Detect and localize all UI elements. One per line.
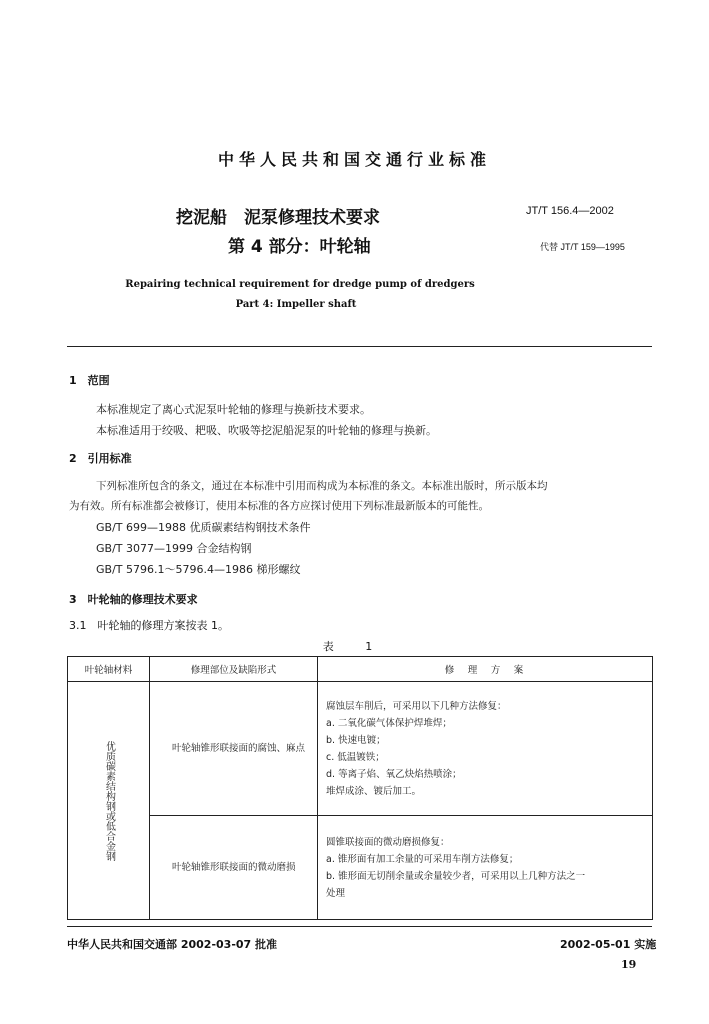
header-material: 叶轮轴材料: [68, 657, 150, 682]
plan-line: 堆焊成涂、镀后加工。: [326, 785, 422, 797]
material-text: 优质碳素结构钢或低合金钢: [103, 740, 115, 861]
repair-plan-table: [67, 656, 653, 920]
english-title-line2: Part 4: Impeller shaft: [235, 299, 357, 310]
reference-2: GB/T 3077—1999 合金结构钢: [96, 542, 252, 555]
document-title-line2: 第 4 部分：叶轮轴: [228, 237, 371, 257]
plan-line: a. 二氧化碳气体保护焊堆焊；: [326, 717, 452, 729]
header-defect: 修理部位及缺陷形式: [150, 657, 318, 682]
section-3-1-text: 3.1 叶轮轴的修理方案按表 1。: [69, 619, 229, 632]
agency-title: 中华人民共和国交通行业标准: [217, 150, 491, 169]
reference-3: GB/T 5796.1～5796.4—1986 梯形螺纹: [96, 563, 301, 576]
section-2-heading: 2 引用标准: [69, 452, 132, 465]
defect-cell: [150, 682, 318, 816]
plan-line: 圆锥联接面的微动磨损修复：: [326, 836, 450, 848]
plan-line: 腐蚀层车削后，可采用以下几种方法修复：: [326, 700, 507, 712]
plan-cell: [318, 682, 653, 816]
defect-text: 叶轮轴锥形联接面的腐蚀、麻点: [172, 743, 306, 754]
plan-line: b. 锥形面无切削余量或余量较少者，可采用以上几种方法之一: [326, 870, 586, 882]
reference-1: GB/T 699—1988 优质碳素结构钢技术条件: [96, 521, 311, 534]
defect-text: 叶轮轴锥形联接面的微动磨损: [172, 862, 296, 873]
plan-line: 处理: [326, 887, 346, 899]
table-row: [68, 682, 653, 816]
header-divider: [67, 346, 652, 347]
section-2-paragraph-line2: 为有效。所有标准都会被修订，使用本标准的各方应探讨使用下列标准最新版本的可能性。: [69, 500, 489, 512]
replaces-standard: 代替 JT/T 159—1995: [540, 242, 625, 252]
english-title-line1: Repairing technical requirement for dredge pump of dredgers: [125, 279, 475, 290]
implementation-line: 2002-05-01 实施: [560, 938, 657, 951]
plan-line: c. 低温镀铁；: [326, 751, 385, 763]
section-2-paragraph-line1: 下列标准所包含的条文，通过在本标准中引用而构成为本标准的条文。本标准出版时，所示版本均: [96, 480, 548, 492]
section-1-heading: 1 范围: [69, 374, 110, 387]
table-caption: 表 1: [322, 640, 387, 653]
section-1-paragraph-1: 本标准规定了离心式泥泵叶轮轴的修理与换新技术要求。: [96, 403, 371, 416]
plan-line: b. 快速电镀；: [326, 734, 386, 746]
plan-line: a. 锥形面有加工余量的可采用车削方法修复；: [326, 853, 519, 865]
table-header-row: [68, 657, 653, 682]
header-plan: 修 理 方 案: [318, 657, 653, 682]
section-3-heading: 3 叶轮轴的修理技术要求: [69, 593, 198, 606]
table-row: [68, 816, 653, 920]
footer-divider: [67, 926, 652, 927]
material-cell: [68, 682, 150, 920]
document-title-line1: 挖泥船 泥泵修理技术要求: [176, 208, 380, 228]
standard-number: JT/T 156.4—2002: [526, 205, 614, 217]
plan-cell: [318, 816, 653, 920]
plan-line: d. 等离子焰、氧乙炔焰热喷涂；: [326, 768, 462, 780]
section-1-paragraph-2: 本标准适用于绞吸、耙吸、吹吸等挖泥船泥泵的叶轮轴的修理与换新。: [96, 424, 437, 437]
defect-cell: [150, 816, 318, 920]
approval-line: 中华人民共和国交通部 2002-03-07 批准: [67, 938, 278, 951]
page-number: 19: [621, 958, 637, 971]
